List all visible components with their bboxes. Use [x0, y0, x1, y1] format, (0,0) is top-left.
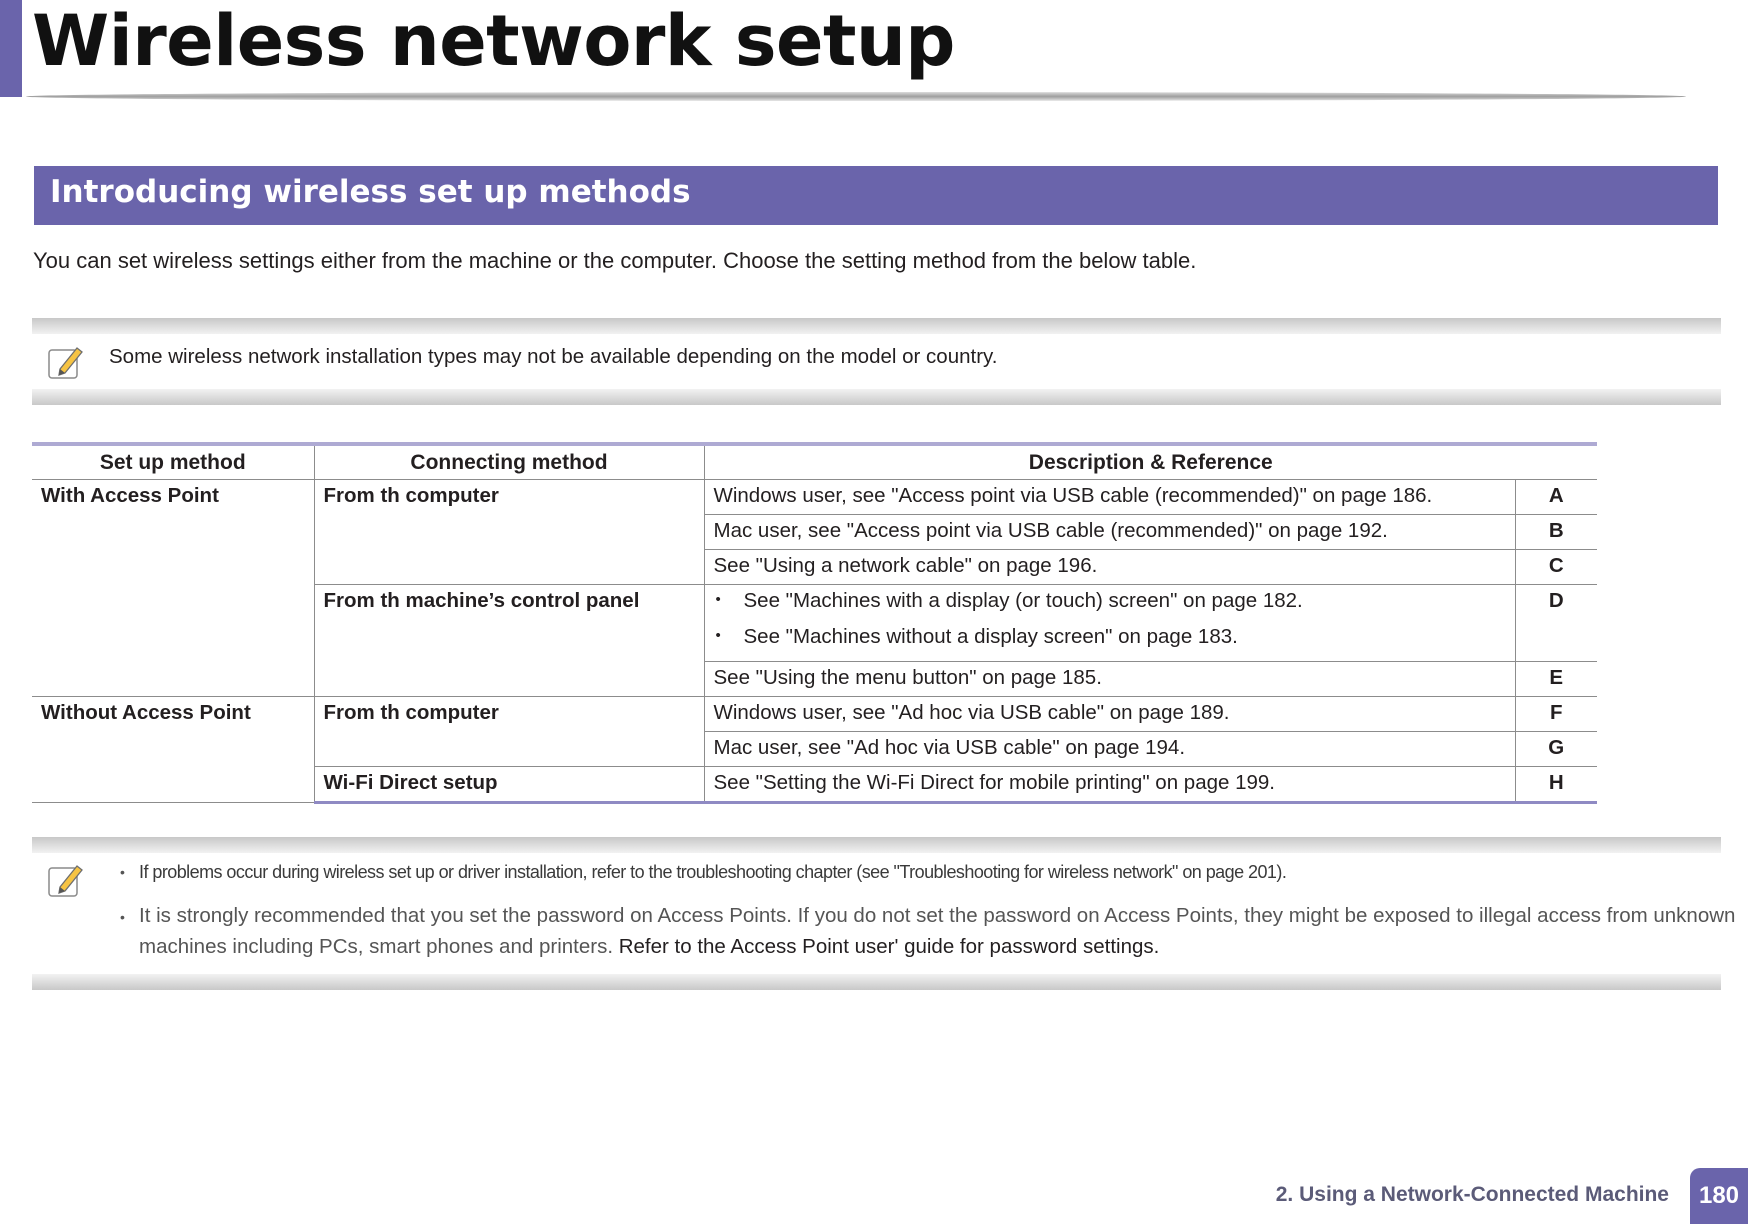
- setup-with-access-point: With Access Point: [32, 480, 314, 697]
- note-bottom-rule: [32, 974, 1721, 990]
- note-item-troubleshooting: • If problems occur during wireless set up or driver installation, refer to the troubleshooting chapter (see "Troubleshooting for wireless network" on page 201).: [120, 862, 1286, 883]
- header-setup-method: Set up method: [32, 444, 314, 480]
- header-description: Description & Reference: [704, 444, 1597, 480]
- header-connecting-method: Connecting method: [314, 444, 704, 480]
- description-cell: Mac user, see "Access point via USB cable (recommended)" on page 192.: [704, 515, 1515, 550]
- note-item-tail: Refer to the Access Point user' guide for password settings.: [618, 935, 1160, 958]
- note-item-password: [120, 900, 1739, 962]
- description-cell: See "Using the menu button" on page 185.: [704, 662, 1515, 697]
- footer-chapter: 2. Using a Network-Connected Machine: [1275, 1183, 1669, 1206]
- reference-letter: H: [1515, 767, 1597, 803]
- conn-from-control-panel: From th machine’s control panel: [314, 585, 704, 697]
- description-cell: See "Setting the Wi-Fi Direct for mobile printing" on page 199.: [704, 767, 1515, 803]
- setup-methods-table: [32, 442, 1597, 804]
- note-bottom-rule: [32, 389, 1721, 405]
- reference-letter: C: [1515, 550, 1597, 585]
- note-top-rule: [32, 837, 1721, 853]
- reference-letter: D: [1515, 585, 1597, 662]
- conn-wifi-direct: Wi-Fi Direct setup: [314, 767, 704, 803]
- description-cell: Windows user, see "Access point via USB cable (recommended)" on page 186.: [704, 480, 1515, 515]
- conn-from-computer: From th computer: [314, 480, 704, 585]
- note-item-text: It is strongly recommended that you set the password on Access Points. If you do not set the password on Access Points, they might be exposed to illegal access from unknown machines including PCs, smart phones and printers.: [139, 904, 1736, 958]
- chapter-tab: [0, 0, 22, 97]
- reference-letter: E: [1515, 662, 1597, 697]
- note-pencil-icon: [46, 860, 86, 900]
- reference-letter: A: [1515, 480, 1597, 515]
- description-cell: See "Using a network cable" on page 196.: [704, 550, 1515, 585]
- reference-letter: B: [1515, 515, 1597, 550]
- page-title: Wireless network setup: [32, 0, 955, 82]
- description-bullet: • See "Machines without a display screen" on page 183.: [714, 625, 1506, 649]
- page-number: 180: [1690, 1168, 1748, 1224]
- title-divider: [26, 92, 1686, 101]
- setup-without-access-point: Without Access Point: [32, 697, 314, 803]
- description-cell: [704, 585, 1515, 662]
- table-row: [32, 697, 1597, 732]
- table-header-row: [32, 444, 1597, 480]
- section-header: [34, 166, 1718, 225]
- description-bullet: • See "Machines with a display (or touch) screen" on page 182.: [714, 589, 1506, 613]
- note-pencil-icon: [46, 342, 86, 382]
- conn-from-computer-adhoc: From th computer: [314, 697, 704, 767]
- description-cell: Mac user, see "Ad hoc via USB cable" on page 194.: [704, 732, 1515, 767]
- note-text: Some wireless network installation types may not be available depending on the model or country.: [109, 345, 998, 368]
- description-cell: Windows user, see "Ad hoc via USB cable" on page 189.: [704, 697, 1515, 732]
- note-top-rule: [32, 318, 1721, 334]
- intro-paragraph: You can set wireless settings either from the machine or the computer. Choose the setting method from the below table.: [33, 248, 1197, 273]
- table-row: [32, 480, 1597, 515]
- section-title: Introducing wireless set up methods: [50, 174, 691, 210]
- reference-letter: F: [1515, 697, 1597, 732]
- reference-letter: G: [1515, 732, 1597, 767]
